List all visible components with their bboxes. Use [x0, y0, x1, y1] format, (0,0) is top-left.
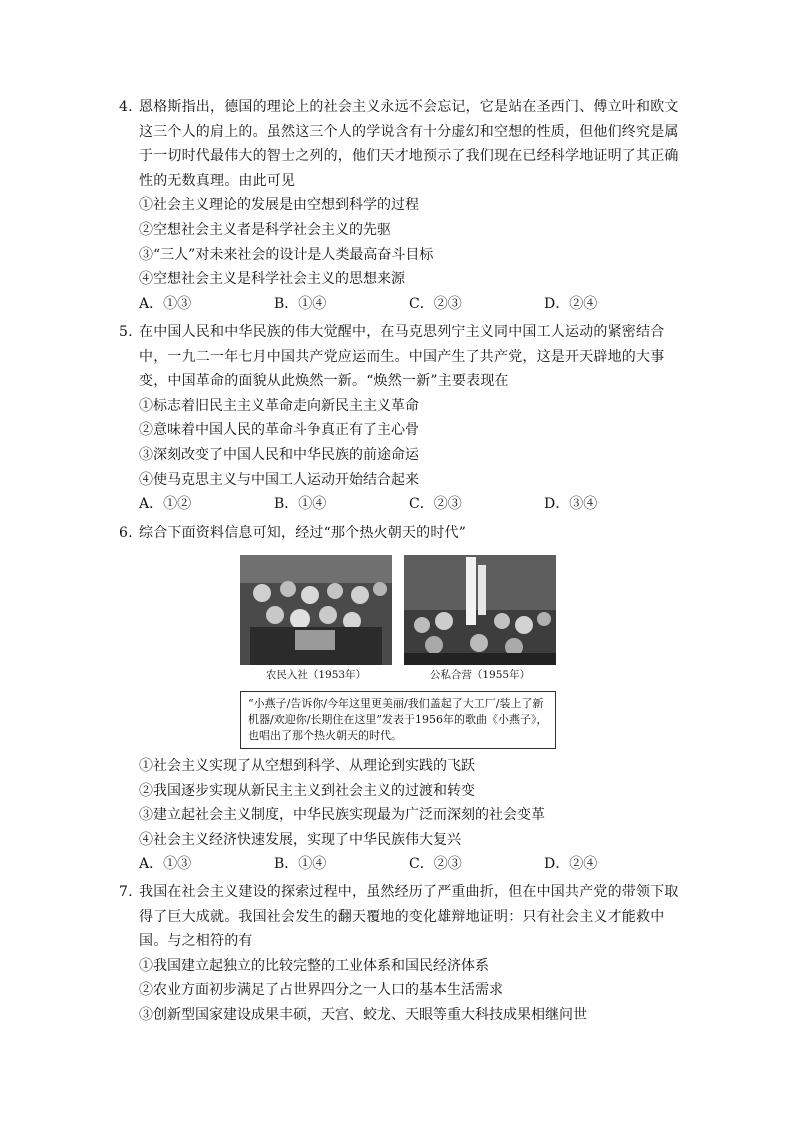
- photo-row: [240, 555, 556, 682]
- statement-item: ④空想社会主义是科学社会主义的思想来源: [139, 271, 405, 288]
- option-d: D．③④: [544, 496, 598, 513]
- statement-item: ①社会主义理论的发展是由空想到科学的过程: [139, 197, 419, 214]
- question-number: 7.: [119, 884, 133, 900]
- option-a: A．①②: [139, 496, 192, 513]
- answer-options: [139, 292, 679, 317]
- statement-item: ①标志着旧民主主义革命走向新民主主义革命: [139, 397, 419, 414]
- statement-item: ②空想社会主义者是科学社会主义的先驱: [139, 221, 391, 238]
- option-c: C．②③: [409, 856, 462, 873]
- question-4: [119, 95, 679, 316]
- answer-options: [139, 492, 679, 517]
- question-5-stem: [119, 320, 679, 394]
- statement-item: ③深刻改变了中国人民和中华民族的前途命运: [139, 446, 419, 463]
- question-number: 5.: [119, 324, 133, 340]
- question-text: 综合下面资料信息可知，经过“那个热火朝天的时代”: [139, 525, 467, 541]
- statement-item: ④使马克思主义与中国工人运动开始结合起来: [139, 471, 419, 488]
- statement-item: ③建立起社会主义制度，中华民族实现最为广泛而深刻的社会变革: [139, 807, 545, 824]
- question-6-stem: [119, 521, 679, 546]
- statement-item: ②意味着中国人民的革命斗争真正有了主心骨: [139, 422, 419, 439]
- statement-item: ③“三人”对未来社会的设计是人类最高奋斗目标: [139, 246, 434, 263]
- answer-options: [139, 852, 679, 877]
- question-6-stem-block: [119, 521, 679, 546]
- statement-item: ③创新型国家建设成果丰硕，天宫、蛟龙、天眼等重大科技成果相继问世: [139, 1006, 587, 1023]
- question-text: 我国在社会主义建设的探索过程中，虽然经历了严重曲折，但在中国共产党的带领下取得了巨大成就。我国社会发生的翻天覆地的变化雄辩地证明：只有社会主义才能救中国。与之相符的有: [139, 884, 679, 950]
- option-a: A．①③: [139, 295, 192, 312]
- statement-item: ②农业方面初步满足了占世界四分之一人口的基本生活需求: [139, 982, 503, 999]
- photo-caption: 公私合营（1955年）: [429, 669, 531, 681]
- statement-item: ②我国逐步实现从新民主主义到社会主义的过渡和转变: [139, 782, 475, 799]
- question-4-stem: [119, 95, 679, 193]
- photo-caption: 农民入社（1953年）: [265, 669, 367, 681]
- photo-farmers-image: [240, 555, 392, 665]
- question-text: 恩格斯指出，德国的理论上的社会主义永远不会忘记，它是站在圣西门、傅立叶和欧文这三个人的肩上的。虽然这三个人的学说含有十分虚幻和空想的性质，但他们终究是属于一切时代最伟大的智士之列的，他们天才地预示了我们现在已经科学地证明了其正确性的无数真理。由此可见: [139, 99, 679, 189]
- statement-item: ④社会主义经济快速发展，实现了中华民族伟大复兴: [139, 831, 461, 848]
- question-6-items: [119, 754, 679, 877]
- option-b: B．①④: [274, 496, 327, 513]
- question-number: 4.: [119, 99, 133, 115]
- question-5: [119, 320, 679, 517]
- question-text: 在中国人民和中华民族的伟大觉醒中，在马克思列宁主义同中国工人运动的紧密结合中，一九二一年七月中国共产党应运而生。中国产生了共产党，这是开天辟地的大事变，中国革命的面貌从此焕然一新。“焕然一新”主要表现在: [139, 324, 665, 390]
- option-a: A．①③: [139, 856, 192, 873]
- question-number: 6.: [119, 525, 133, 541]
- photo-partnership-image: [404, 555, 556, 665]
- question-7: [119, 880, 679, 1028]
- option-b: B．①④: [274, 856, 327, 873]
- question-6-figure: [240, 555, 556, 749]
- statement-item: ①社会主义实现了从空想到科学、从理论到实践的飞跃: [139, 758, 475, 774]
- option-c: C．②③: [409, 496, 462, 513]
- option-d: D．②④: [544, 856, 598, 873]
- option-b: B．①④: [274, 295, 327, 312]
- photo-farmers-join-cooperative: [240, 555, 392, 682]
- question-7-stem: [119, 880, 679, 954]
- option-c: C．②③: [409, 295, 462, 312]
- photo-public-private-partnership: [404, 555, 556, 682]
- option-d: D．②④: [544, 295, 598, 312]
- statement-item: ①我国建立起独立的比较完整的工业体系和国民经济体系: [139, 957, 489, 974]
- song-quote-box: “小燕子/告诉你/今年这里更美丽/我们盖起了大工厂/装上了新机器/欢迎你/长期住在这里”发表于1956年的歌曲《小燕子》，也唱出了那个热火朝天的时代。: [240, 691, 556, 749]
